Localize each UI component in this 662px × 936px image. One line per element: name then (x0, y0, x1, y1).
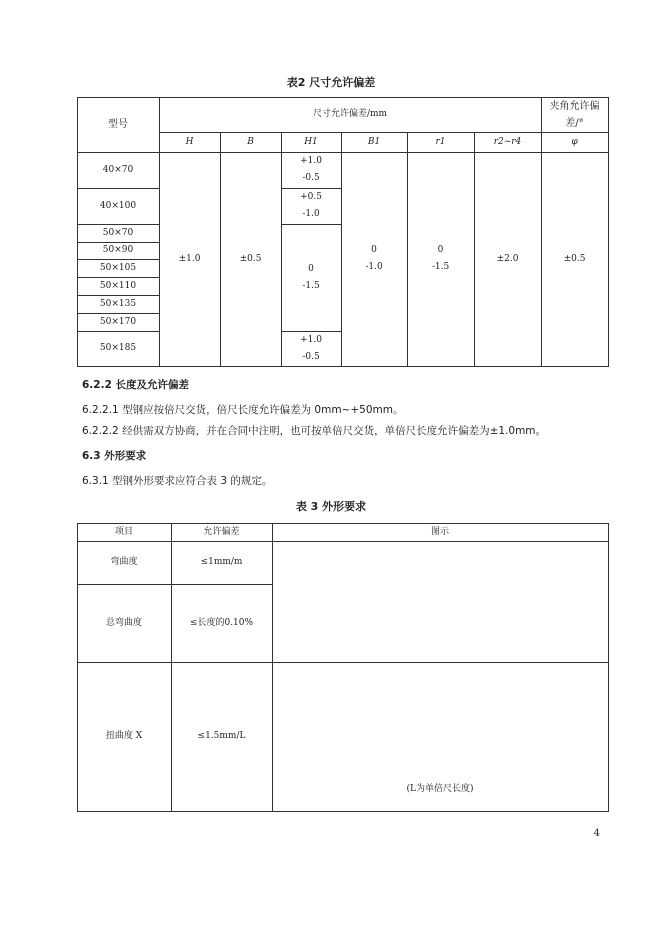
twist-note: (L为单倍尺长度) (406, 783, 474, 794)
table3-title: 表 3 外形要求 (295, 500, 367, 513)
header-model: 型号 (108, 119, 128, 130)
subheader-h: H (185, 136, 194, 147)
section-6-2-2-heading: 6.2.2 长度及允许偏差 (82, 379, 190, 391)
b1-tolerance: 0 -1.0 (365, 245, 383, 272)
page-number: 4 (593, 828, 600, 839)
model-cell: 50×170 (99, 316, 137, 327)
h1-tolerance-group: +0.5 -1.0 (300, 192, 322, 219)
header-illustration: 图示 (430, 526, 449, 537)
phi-tolerance: ±0.5 (563, 253, 586, 264)
section-6-3-heading: 6.3 外形要求 (82, 450, 147, 462)
model-cell: 50×90 (102, 245, 134, 255)
paragraph-6-2-2-2: 6.2.2.2 经供需双方协商，并在合同中注明，也可按单倍尺交货，单倍尺长度允许偏差为±1.0mm。 (82, 425, 547, 437)
tolerance-twist: ≤1.5mm/L (197, 731, 246, 741)
header-dimension-tolerance: 尺寸允许偏差/mm (312, 109, 388, 119)
paragraph-6-3-1: 6.3.1 型钢外形要求应符合表 3 的规定。 (82, 475, 273, 487)
h1-tolerance-group: +1.0 -0.5 (300, 334, 322, 362)
subheader-phi: φ (571, 136, 578, 147)
tolerance-bending: ≤1mm/m (200, 557, 243, 567)
subheader-b1: B1 (367, 136, 381, 147)
h-tolerance: ±1.0 (178, 253, 201, 264)
model-cell: 50×185 (99, 343, 137, 353)
subheader-r2-r4: r2~r4 (493, 136, 522, 147)
header-tolerance: 允许偏差 (203, 526, 240, 537)
tolerance-total-bending: ≤长度的0.10% (189, 617, 254, 628)
b-tolerance: ±0.5 (239, 253, 262, 264)
r1-tolerance: 0 -1.5 (431, 245, 450, 272)
subheader-r1: r1 (435, 136, 446, 147)
model-cell: 50×110 (99, 280, 137, 291)
model-cell: 50×135 (99, 298, 137, 309)
header-item: 项目 (114, 526, 133, 537)
model-cell: 50×105 (99, 262, 137, 273)
r2-r4-tolerance: ±2.0 (496, 253, 519, 264)
item-total-bending: 总弯曲度 (105, 617, 142, 628)
subheader-h1: H1 (304, 136, 318, 147)
item-twist: 扭曲度 X (105, 731, 143, 741)
item-bending: 弯曲度 (110, 557, 138, 567)
model-cell: 50×70 (102, 227, 134, 238)
header-angle-tolerance: 夹角允许偏 差/° (549, 100, 600, 129)
model-cell: 40×70 (102, 164, 134, 175)
paragraph-6-2-2-1: 6.2.2.1 型钢应按倍尺交货，倍尺长度允许偏差为 0mm~+50mm。 (82, 404, 404, 416)
model-cell: 40×100 (99, 200, 137, 211)
h1-tolerance-group: 0 -1.5 (302, 263, 320, 291)
table2-title: 表2 尺寸允许偏差 (286, 76, 376, 89)
h1-tolerance-group: +1.0 -0.5 (300, 156, 322, 183)
subheader-b: B (247, 136, 254, 147)
